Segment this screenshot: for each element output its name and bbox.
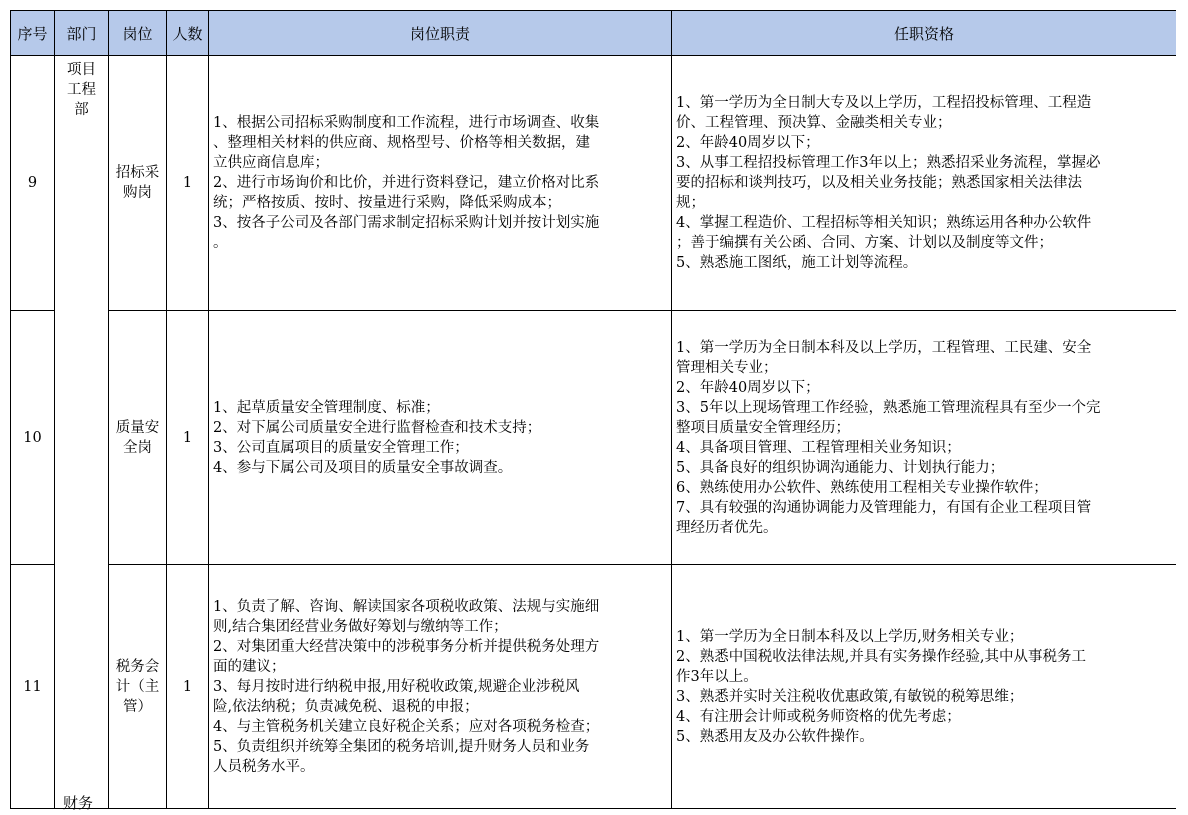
qualification-line: 管理相关专业； bbox=[676, 359, 778, 376]
qualification-line: 5、熟悉施工图纸，施工计划等流程。 bbox=[676, 255, 918, 271]
next-department-partial: 财务 bbox=[63, 794, 94, 812]
duty-line: 3、公司直属项目的质量安全管理工作； bbox=[213, 439, 469, 456]
duty-line: 1、起草质量安全管理制度、标准； bbox=[213, 399, 440, 416]
table-header-row bbox=[11, 11, 1177, 56]
qualification-line: 1、第一学历为全日制大专及以上学历，工程招投标管理、工程造 bbox=[676, 95, 1092, 111]
department-line: 部 bbox=[74, 102, 89, 118]
duty-line: 5、负责组织并统筹全集团的税务培训,提升财务人员和业务 bbox=[213, 738, 590, 755]
row-duties bbox=[209, 565, 672, 809]
table-row bbox=[11, 565, 1177, 809]
department-line: 项目 bbox=[67, 62, 96, 78]
recruitment-table bbox=[10, 10, 1176, 809]
department-name bbox=[61, 60, 102, 120]
header-seq: 序号 bbox=[11, 11, 55, 56]
qualification-line: 4、具备项目管理、工程管理相关业务知识； bbox=[676, 439, 961, 456]
row-seq: 9 bbox=[11, 56, 55, 311]
qualification-line: 规； bbox=[676, 195, 705, 211]
qualification-line: 2、熟悉中国税收法律法规,并具有实务操作经验,其中从事税务工 bbox=[676, 648, 1086, 665]
header-count: 人数 bbox=[167, 11, 209, 56]
row-count: 1 bbox=[167, 565, 209, 809]
department-line: 工程 bbox=[67, 82, 96, 98]
duties-list bbox=[213, 113, 667, 253]
duty-line: 2、对集团重大经营决策中的涉税事务分析并提供税务处理方 bbox=[213, 638, 600, 655]
qualification-line: ；善于编撰有关公函、合同、方案、计划以及制度等文件； bbox=[676, 235, 1053, 251]
duty-line: 人员税务水平。 bbox=[213, 758, 315, 775]
duty-line: 2、对下属公司质量安全进行监督检查和技术支持； bbox=[213, 419, 542, 436]
qualification-line: 整项目质量安全管理经历； bbox=[676, 419, 850, 436]
duty-line: 则,结合集团经营业务做好筹划与缴纳等工作； bbox=[213, 618, 508, 635]
row-duties bbox=[209, 56, 672, 311]
qualification-line: 2、年龄40周岁以下； bbox=[676, 135, 820, 151]
header-duties: 岗位职责 bbox=[209, 11, 672, 56]
qualifications-list bbox=[676, 338, 1172, 538]
row-duties bbox=[209, 311, 672, 565]
qualification-line: 4、掌握工程造价、工程招标等相关知识；熟练运用各种办公软件 bbox=[676, 215, 1092, 231]
duty-line: 3、每月按时进行纳税申报,用好税收政策,规避企业涉税风 bbox=[213, 678, 580, 695]
row-count: 1 bbox=[167, 56, 209, 311]
row-qualifications bbox=[672, 565, 1177, 809]
department-cell bbox=[55, 56, 109, 809]
row-qualifications bbox=[672, 311, 1177, 565]
duty-line: 4、参与下属公司及项目的质量安全事故调查。 bbox=[213, 459, 513, 476]
duties-list bbox=[213, 597, 667, 777]
qualification-line: 作3年以上。 bbox=[676, 668, 758, 685]
duty-line: 险,依法纳税；负责减免税、退税的申报； bbox=[213, 698, 479, 715]
qualification-line: 5、熟悉用友及办公软件操作。 bbox=[676, 728, 874, 745]
table-row bbox=[11, 56, 1177, 311]
qualifications-list bbox=[676, 93, 1172, 273]
qualification-line: 要的招标和谈判技巧，以及相关业务技能；熟悉国家相关法律法 bbox=[676, 175, 1082, 191]
qualification-line: 6、熟练使用办公软件、熟练使用工程相关专业操作软件； bbox=[676, 479, 1048, 496]
row-count: 1 bbox=[167, 311, 209, 565]
qualification-line: 3、熟悉并实时关注税收优惠政策,有敏锐的税筹思维； bbox=[676, 688, 1024, 705]
duty-line: 4、与主管税务机关建立良好税企关系；应对各项税务检查； bbox=[213, 718, 600, 735]
duty-line: 3、按各子公司及各部门需求制定招标采购计划并按计划实施 bbox=[213, 215, 600, 231]
qualification-line: 3、5年以上现场管理工作经验，熟悉施工管理流程具有至少一个完 bbox=[676, 399, 1101, 416]
row-post: 质量安全岗 bbox=[109, 311, 167, 565]
qualification-line: 2、年龄40周岁以下； bbox=[676, 379, 820, 396]
duty-line: 、整理相关材料的供应商、规格型号、价格等相关数据，建 bbox=[213, 135, 590, 151]
qualification-line: 7、具有较强的沟通协调能力及管理能力，有国有企业工程项目管 bbox=[676, 499, 1092, 516]
qualification-line: 4、有注册会计师或税务师资格的优先考虑； bbox=[676, 708, 961, 725]
recruitment-table-frame bbox=[10, 10, 1176, 815]
qualification-line: 理经历者优先。 bbox=[676, 519, 778, 536]
row-seq: 10 bbox=[11, 311, 55, 565]
duty-line: 。 bbox=[213, 235, 228, 251]
duty-line: 面的建议； bbox=[213, 658, 286, 675]
row-qualifications bbox=[672, 56, 1177, 311]
row-seq: 11 bbox=[11, 565, 55, 809]
duty-line: 1、根据公司招标采购制度和工作流程，进行市场调查、收集 bbox=[213, 115, 600, 131]
row-post: 税务会计（主管） bbox=[109, 565, 167, 809]
qualification-line: 1、第一学历为全日制本科及以上学历，工程管理、工民建、安全 bbox=[676, 339, 1092, 356]
qualification-line: 5、具备良好的组织协调沟通能力、计划执行能力； bbox=[676, 459, 1005, 476]
header-dept: 部门 bbox=[55, 11, 109, 56]
qualifications-list bbox=[676, 627, 1172, 747]
qualification-line: 3、从事工程招投标管理工作3年以上；熟悉招采业务流程，掌握必 bbox=[676, 155, 1101, 171]
table-row bbox=[11, 311, 1177, 565]
header-qualifications: 任职资格 bbox=[672, 11, 1177, 56]
duty-line: 统；严格按质、按时、按量进行采购，降低采购成本； bbox=[213, 195, 561, 211]
header-post: 岗位 bbox=[109, 11, 167, 56]
row-post: 招标采购岗 bbox=[109, 56, 167, 311]
qualification-line: 价、工程管理、预决算、金融类相关专业； bbox=[676, 115, 952, 131]
duty-line: 1、负责了解、咨询、解读国家各项税收政策、法规与实施细 bbox=[213, 598, 600, 615]
duty-line: 2、进行市场询价和比价，并进行资料登记，建立价格对比系 bbox=[213, 175, 600, 191]
duties-list bbox=[213, 398, 667, 478]
qualification-line: 1、第一学历为全日制本科及以上学历,财务相关专业； bbox=[676, 628, 1024, 645]
duty-line: 立供应商信息库； bbox=[213, 155, 329, 171]
